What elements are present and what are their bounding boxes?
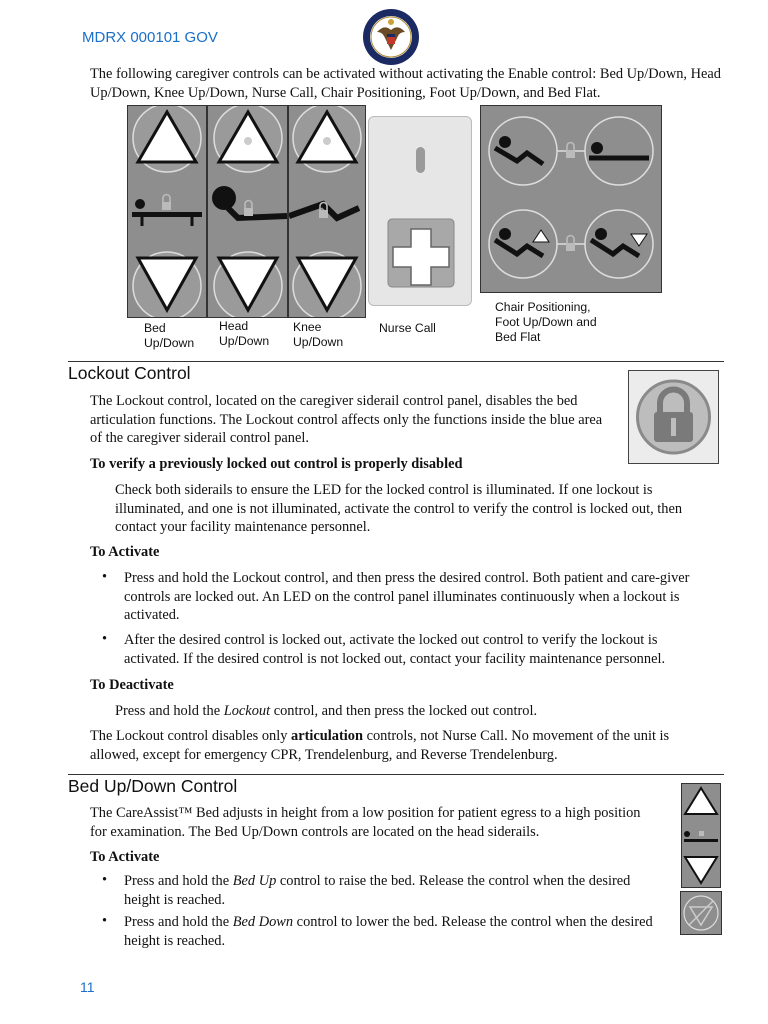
page-number: 11 [80,979,95,995]
text-line: activated. If the desired control is not locked out, contact your facility maintenance personnel. [124,650,666,667]
lockout-button-figure [628,370,719,464]
text-line: The Lockout control, located on the caregiver siderail control panel, disables the bed [90,393,578,409]
caption-line: Bed Flat [495,330,541,344]
caption-head-up-down [219,319,269,349]
emphasis-bed-down: Bed Down [232,914,294,930]
text-line: After the desired control is locked out, activate the locked out control to verify the lockout is [124,632,658,648]
intro-paragraph: The following caregiver controls can be activated without activating the Enable control: Bed Up/Down, Head Up/Down, Knee Up/Down, Nurse Call, Chair Positioning, Foot Up/Down, and Bed Flat. [90,66,721,101]
caption-line: Nurse Call [379,321,436,335]
caption-line: Chair Positioning, [495,300,591,314]
lockout-activate-step-2 [124,631,665,668]
caption-line: Up/Down [293,335,344,349]
text-line: for examination. The Bed Up/Down controls are located on the head siderails. [90,823,540,840]
padlock-icon [629,371,718,463]
bullet-marker: • [102,569,108,585]
text-line: contact your facility maintenance personnel. [115,519,371,536]
caption-line: Up/Down [219,334,270,348]
text-line: illuminated, and one is not illuminated, activate the control to verify the control is locked out, then [115,500,683,517]
text-line: Press and hold the Lockout control, and then press the desired control. Both patient and care-giver [124,570,690,586]
bullet-marker: • [102,913,108,929]
bullet-marker: • [102,631,108,647]
bed-activate-heading: To Activate [90,849,160,865]
caption-line: Head [219,319,249,333]
text-run: Press and hold the [124,873,233,889]
department-seal-logo [362,8,420,66]
text-line: activated. [124,607,180,624]
section-divider [68,774,724,775]
lockout-description [90,392,602,448]
knee-up-down-panel [288,105,366,318]
text-line: articulation functions. The Lockout control affects only the functions inside the blue area [90,411,603,428]
text-run: Press and hold the [124,914,233,930]
emphasis-bed-up: Bed Up [232,873,277,889]
text-run: control, and then press the locked out control. [270,703,538,719]
deactivate-text [115,702,537,721]
text-line: of the caregiver siderail control panel. [90,430,309,447]
text-run: controls, not Nurse Call. No movement of the unit is [362,728,670,744]
lockout-activate-heading: To Activate [90,544,160,560]
text-line: height is reached. [124,932,226,949]
lockout-heading: Lockout Control [68,363,191,383]
text-line: height is reached. [124,891,226,908]
section-divider [68,361,724,362]
text-line: controls are locked out. An LED on the control panel illuminates continuously when a lockout is [124,588,680,605]
bed-down-step [124,913,653,950]
bed-up-down-panel [127,105,207,318]
caption-line: Up/Down [144,336,195,350]
text-run: control to raise the bed. Release the control when the desired [276,873,631,889]
text-run: control to lower the bed. Release the control when the desired [293,914,653,930]
bed-up-down-heading: Bed Up/Down Control [68,776,238,796]
lockout-deactivate-heading: To Deactivate [90,677,174,693]
chair-foot-flat-panel [480,105,662,293]
head-up-down-panel [207,105,288,318]
verify-heading: To verify a previously locked out control is properly disabled [90,456,463,472]
nurse-call-panel [368,116,472,306]
lockout-activate-step-1 [124,569,689,625]
text-run: The Lockout control disables only [90,728,292,744]
text-line: Check both siderails to ensure the LED for the locked control is illuminated. If one lockout is [115,482,653,498]
caption-chair-positioning [495,300,597,345]
caption-line: Bed [144,321,166,335]
emphasis-lockout: Lockout [223,703,271,719]
bed-down-button-figure [680,891,722,935]
verify-text [115,481,682,537]
document-reference: MDRX 000101 GOV [82,29,218,46]
caption-line: Foot Up/Down and [495,315,597,329]
text-line: The CareAssist™ Bed adjusts in height from a low position for patient egress to a high position [90,805,641,821]
caption-bed-up-down [144,321,194,351]
lockout-note [90,727,669,764]
caption-knee-up-down [293,320,343,350]
text-run: Press and hold the [115,703,224,719]
emphasis-articulation: articulation [291,728,363,744]
bullet-marker: • [102,872,108,888]
bed-up-down-description [90,804,640,841]
caption-nurse-call [379,321,436,336]
text-line: allowed, except for emergency CPR, Trendelenburg, and Reverse Trendelenburg. [90,746,558,763]
caption-line: Knee [293,320,322,334]
bed-up-step [124,872,630,909]
bed-up-down-button-figure [681,783,721,888]
